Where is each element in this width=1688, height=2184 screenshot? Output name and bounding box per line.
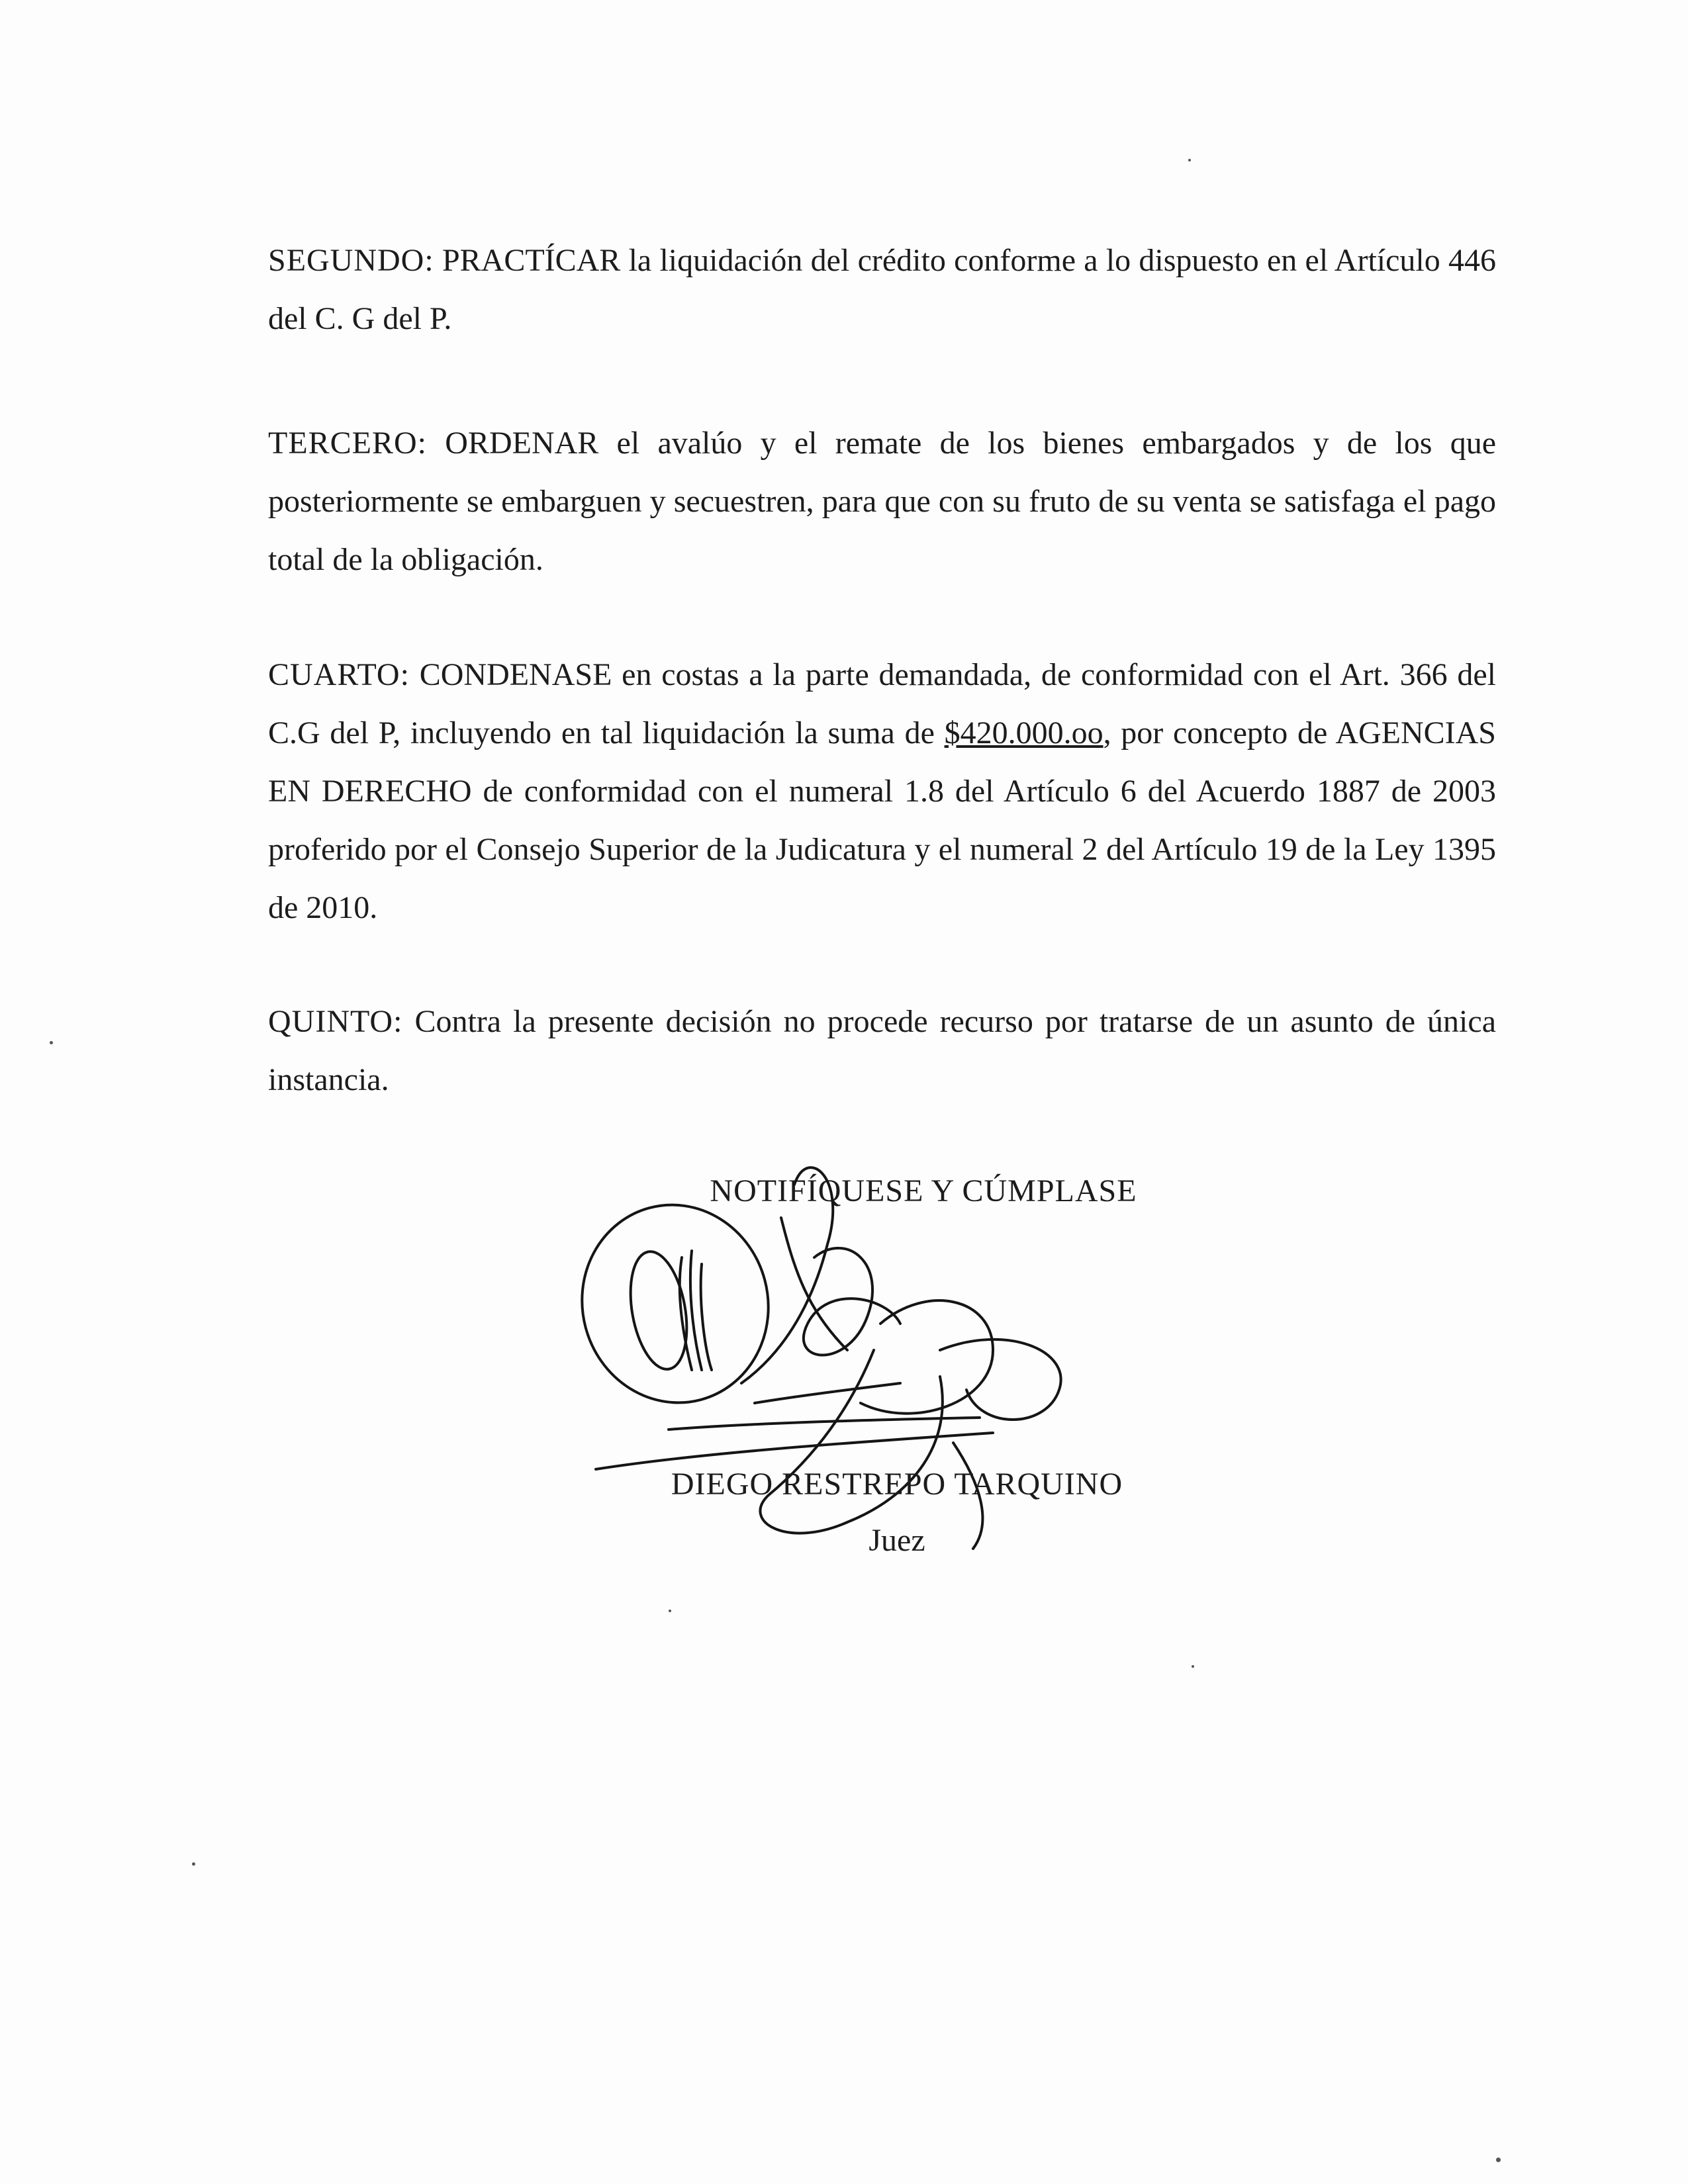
scan-speck — [50, 1041, 53, 1044]
paragraph-quinto — [268, 993, 1496, 1109]
scan-speck — [192, 1862, 195, 1866]
paragraph-text: PRACTÍCAR la liquidación del crédito conforme a lo dispuesto en el Artículo 446 del C. G del P. — [268, 243, 1497, 336]
paragraph-text: Contra la presente decisión no procede recurso por tratarse de un asunto de única instancia. — [268, 1004, 1497, 1097]
paragraph-text: ORDENAR el avalúo y el remate de los bienes embargados y de los que posteriormente se embarguen y secuestren, para que con su fruto de su venta se satisfaga el pago total de la obligación. — [268, 426, 1497, 577]
paragraph-text-before: CONDENASE en costas a la parte demandada, de conformidad con el Art. 366 del C.G del P, incluyendo en tal liquidación la suma de — [268, 657, 1497, 751]
paragraph-text-after: , por concepto de AGENCIAS EN DERECHO de conformidad con el numeral 1.8 del Artículo 6 del Acuerdo 1887 de 2003 proferido por el Consejo Superior de la Judicatura y el numeral 2 del Artículo 19 de la Ley 1395 de 2010. — [268, 715, 1496, 925]
scan-speck — [1496, 2158, 1501, 2162]
paragraph-segundo — [268, 232, 1496, 348]
closing-formula: NOTIFÍQUESE Y CÚMPLASE — [710, 1173, 1137, 1208]
paragraph-label: QUINTO: — [268, 1004, 403, 1039]
paragraph-cuarto — [268, 646, 1496, 937]
paragraph-label: SEGUNDO: — [268, 243, 434, 278]
paragraph-tercero — [268, 414, 1496, 589]
scan-speck — [1192, 1665, 1194, 1668]
paragraph-label: CUARTO: — [268, 657, 410, 692]
costs-amount: $420.000.oo — [944, 715, 1103, 751]
judge-title: Juez — [868, 1523, 925, 1558]
scan-speck — [669, 1610, 671, 1612]
scan-speck — [1188, 159, 1191, 161]
paragraph-label: TERCERO: — [268, 426, 428, 461]
judge-name: DIEGO RESTREPO TARQUINO — [671, 1467, 1123, 1502]
